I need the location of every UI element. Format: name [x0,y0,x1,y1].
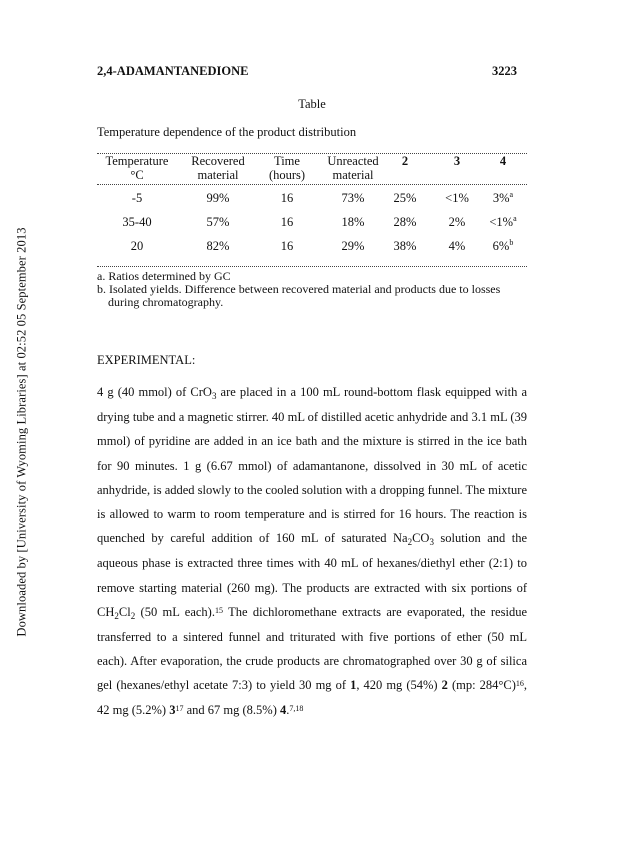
table-cell: 16 [280,215,294,229]
table-cell: 35-40 [122,215,152,229]
compound-2: 2 [441,678,448,693]
table-cell: 18% [341,215,365,229]
table-footnote-b-cont: during chromatography. [108,295,224,309]
table-cell: 57% [206,215,230,229]
page-number: 3223 [492,64,517,78]
col-header-product-4: 4 [499,154,507,168]
table-footnote-a: a. Ratios determined by GC [97,269,231,283]
table-cell: 4% [448,239,466,253]
table-cell: 25% [393,191,417,205]
table-cell: 38% [393,239,417,253]
table-cell: 28% [393,215,417,229]
table-cell: 99% [206,191,230,205]
footnote-marker: a [509,190,514,199]
col-header-unreacted: Unreacted material [327,154,379,182]
col-header-product-3: 3 [453,154,461,168]
compound-1: 1 [350,678,357,693]
table-cell: 16 [280,239,294,253]
experimental-paragraph: 4 g (40 mmol) of CrO$_3$ are placed in a 100 mL round-bottom flask equipped with a drying tube and a magnetic stirrer. 40 mL of distilled acetic anhydride and 3.1 mL (39 mmol) of pyridine are added in an ice bath and the mixture is stirred in the ice bath for 90 minutes. 1 g (6.67 mmol) of adamantanone, dissolved in 30 mL of acetic anhydride, is added slowly to the cooled solution with a dropping funnel. The mixture is allowed to warm to room temperature and is stirred for 16 hours. The reaction is quenched by careful addition of 160 mL of saturated $Na_2CO_3$ solution and the aqueous phase is extracted three times with 40 mL of hexanes/diethyl ether (2:1) to remove starting material (260 mg). The products are extracted with six portions of $CH_2Cl_2$ (50 mL each).$^{15}$ The dichloromethane extracts are evaporated, the residue transferred to a sintered funnel and triturated with five portions of ether (50 mL each). After evaporation, the crude products are chromatographed over 30 g of silica gel (hexanes/ethyl acetate 7:3) to yield 30 mg of 1, 420 mg (54%) 2 (mp: 284°C)$^{16}$, 42 mg (5.2%) $3^{17}$ and 67 mg (8.5%) 4.$^{7,18}$ [97,385,528,717]
footnote-marker: a [513,214,517,223]
table-cell: <1% [445,191,469,205]
table-footnote-b: b. Isolated yields. Difference between recovered material and products due to losses [97,282,501,296]
table-cell: 73% [341,191,365,205]
table-cell: 2% [448,215,466,229]
table-caption: Temperature dependence of the product distribution [97,125,357,139]
table-cell: 16 [280,191,294,205]
running-title: 2,4-ADAMANTANEDIONE [97,64,249,78]
table-cell: 6%$^b$ [492,238,514,253]
col-header-temperature: Temperature °C [105,154,169,182]
col-header-product-2: 2 [401,154,409,168]
table-cell: 82% [206,239,230,253]
compound-4: 4 [279,702,287,717]
table-cell: 20 [130,239,144,253]
table-cell: 29% [341,239,365,253]
table-bottom-rule [97,266,527,267]
footnote-marker: b [509,238,514,247]
download-watermark: Downloaded by [University of Wyoming Libraries] at 02:52 05 September 2013 [14,227,29,637]
col-header-time: Time (hours) [268,154,306,182]
table-label: Table [298,97,326,111]
table-cell: <1%$^a$ [489,214,517,229]
col-header-recovered: Recovered material [191,154,245,182]
table-header-rule [97,184,527,185]
section-title-experimental: EXPERIMENTAL: [97,353,196,367]
compound-3: 3 [169,702,176,717]
table-cell: -5 [131,191,143,205]
table-cell: 3%$^a$ [492,190,514,205]
